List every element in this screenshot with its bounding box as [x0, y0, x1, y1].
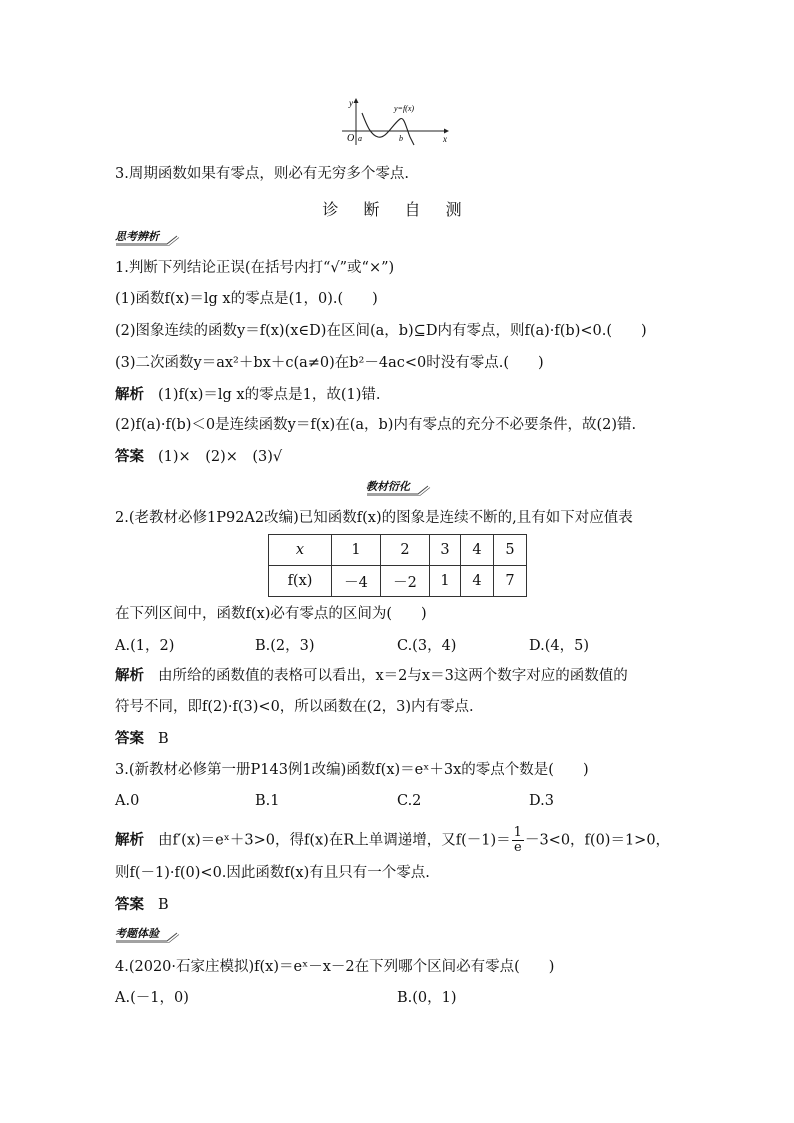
analysis-label: 解析	[115, 667, 144, 684]
analysis-label: 解析	[115, 831, 144, 849]
q4-stem: 4.(2020·石家庄模拟)f(x)＝eˣ－x－2在下列哪个区间必有零点( )	[115, 959, 555, 975]
graph-b-label: b	[399, 134, 403, 143]
q2-stem: 2.(老教材必修1P92A2改编)已知函数f(x)的图象是连续不断的,且有如下对应值表	[115, 510, 633, 526]
q2-analysis-text-1: 由所给的函数值的表格可以看出，x＝2与x＝3这两个数字对应的函数值的	[158, 668, 628, 684]
graph-a-label: a	[358, 134, 362, 143]
q4-option-a: A.(－1，0)	[115, 990, 189, 1006]
q3-answer: B	[158, 897, 169, 913]
tag-thinking-label: 思考辨析	[115, 230, 159, 243]
tag-textbook	[366, 480, 410, 496]
q1-answer: (1)× (2)× (3)√	[158, 449, 283, 465]
table-cell: f(x)	[269, 566, 332, 597]
table-cell: －2	[381, 566, 430, 597]
function-graph	[340, 97, 450, 151]
q3-analysis-text-1a: 由f′(x)＝eˣ＋3>0，得f(x)在R上单调递增，又f(－1)＝	[158, 832, 511, 849]
tag-exam	[115, 927, 159, 943]
q2-option-b: B.(2，3)	[255, 638, 315, 654]
table-cell: －4	[332, 566, 381, 597]
q2-analysis-line-2: 符号不同，即f(2)·f(3)<0，所以函数在(2，3)内有零点.	[115, 699, 474, 715]
q1-analysis-text-1: (1)f(x)＝lg x的零点是1，故(1)错.	[158, 387, 381, 403]
graph-y-label: y	[349, 98, 353, 108]
q2-answer: B	[158, 731, 169, 747]
fraction-denominator: e	[513, 840, 522, 855]
q1-statement-2: (2)图象连续的函数y＝f(x)(x∈D)在区间(a，b)⊆D内有零点，则f(a)·f(b)<0.( )	[115, 323, 647, 339]
q3-answer-line	[115, 895, 169, 915]
q3-analysis-text-1b: －3<0，f(0)＝1>0，	[524, 832, 671, 849]
q4-option-b: B.(0，1)	[397, 990, 457, 1006]
q3-option-c: C.2	[397, 793, 422, 809]
table-cell: 4	[461, 535, 494, 566]
q2-option-d: D.(4，5)	[529, 638, 589, 654]
q2-analysis-line-1	[115, 666, 628, 686]
table-row	[269, 566, 527, 597]
table-row	[269, 535, 527, 566]
q1-analysis-line-2: (2)f(a)·f(b)＜0是连续函数y＝f(x)在(a，b)内有零点的充分不必要条件，故(2)错.	[115, 417, 637, 433]
analysis-label: 解析	[115, 386, 144, 403]
graph-curve-label: y=f(x)	[394, 104, 415, 113]
table-cell: 1	[332, 535, 381, 566]
graph-x-label: x	[443, 134, 447, 144]
q1-statement-3: (3)二次函数y＝ax²＋bx＋c(a≠0)在b²－4ac<0时没有零点.( )	[115, 355, 544, 371]
q1-analysis-line-1	[115, 385, 380, 405]
answer-label: 答案	[115, 730, 144, 747]
table-cell: 1	[430, 566, 461, 597]
q3-analysis-line-2: 则f(－1)·f(0)<0.因此函数f(x)有且只有一个零点.	[115, 865, 430, 881]
q1-statement-1: (1)函数f(x)＝lg x的零点是(1，0).( )	[115, 291, 378, 307]
q3-option-b: B.1	[255, 793, 280, 809]
fraction-numerator: 1	[513, 825, 522, 840]
q3-stem: 3.(新教材必修第一册P143例1改编)函数f(x)＝eˣ＋3x的零点个数是( )	[115, 762, 589, 778]
tag-exam-label: 考题体验	[115, 927, 159, 940]
conclusion-item-3: 3.周期函数如果有零点，则必有无穷多个零点.	[115, 166, 409, 182]
q2-answer-line	[115, 729, 169, 749]
q2-option-c: C.(3，4)	[397, 638, 457, 654]
table-cell: 3	[430, 535, 461, 566]
tag-thinking	[115, 230, 159, 246]
q3-analysis-line-1	[115, 826, 670, 855]
answer-label: 答案	[115, 896, 144, 913]
value-table	[268, 534, 527, 597]
graph-origin-label: O	[347, 133, 355, 144]
answer-label: 答案	[115, 448, 144, 465]
q3-option-a: A.0	[115, 793, 140, 809]
table-cell: 7	[494, 566, 527, 597]
table-cell: 2	[381, 535, 430, 566]
table-cell: x	[269, 535, 332, 566]
fraction	[512, 826, 524, 855]
section-title: 诊 断 自 测	[322, 200, 472, 219]
q1-answer-line	[115, 447, 282, 467]
table-cell: 5	[494, 535, 527, 566]
q2-question: 在下列区间中，函数f(x)必有零点的区间为( )	[115, 606, 427, 622]
q1-stem: 1.判断下列结论正误(在括号内打“√”或“×”)	[115, 260, 395, 276]
table-cell: 4	[461, 566, 494, 597]
tag-textbook-label: 教材衍化	[366, 480, 410, 493]
q3-option-d: D.3	[529, 793, 554, 809]
q2-option-a: A.(1，2)	[115, 638, 175, 654]
